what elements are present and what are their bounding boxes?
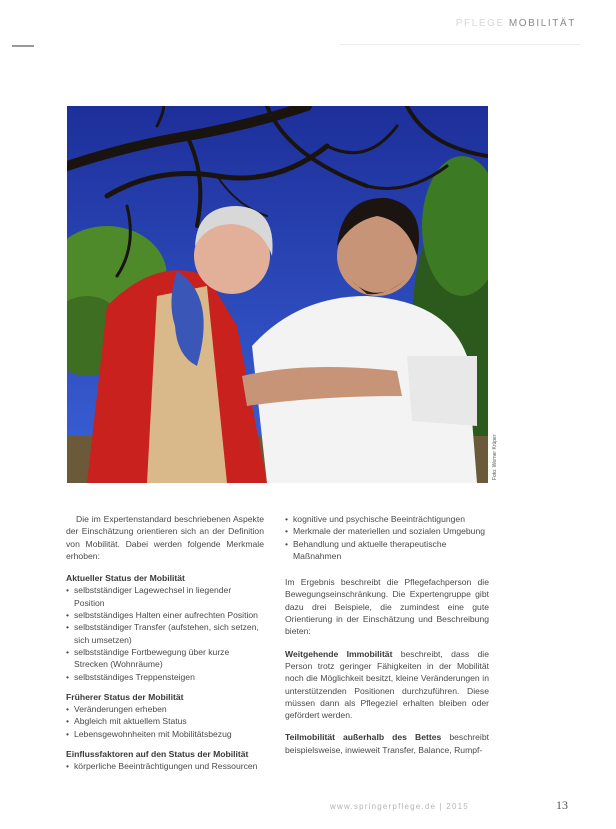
list-item: • kognitive und psychische Beeinträchtigungen xyxy=(285,513,489,525)
list-item: • selbstständiger Transfer (aufstehen, sich setzen, sich umsetzen) xyxy=(66,621,264,646)
footer-year: 2015 xyxy=(446,802,469,811)
heading-influencing-factors: Einflussfaktoren auf den Status der Mobilität xyxy=(66,749,249,760)
immobility-term: Weitgehende Immobilität xyxy=(285,648,393,659)
partial-mobility-text: beschreibt beispielsweise, inwieweit Transfer, Balance, Rumpf- xyxy=(285,732,490,755)
heading-current-status: Aktueller Status der Mobilität xyxy=(66,573,185,584)
heading-previous-status: Früherer Status der Mobilität xyxy=(66,691,184,702)
feature-photo xyxy=(67,106,488,483)
list-item: • selbstständiger Lagewechsel in liegender Position xyxy=(66,584,264,609)
section-label-strong: MOBILITÄT xyxy=(508,18,576,29)
list-item: • Behandlung und aktuelle therapeutische Maßnahmen xyxy=(285,538,489,563)
header-rule xyxy=(340,44,580,45)
list-item: • körperliche Beeinträchtigungen und Ressourcen xyxy=(66,760,264,772)
photo-elderly-woman-with-caregiver-icon xyxy=(67,106,488,483)
footer-url-line xyxy=(330,802,469,811)
immobility-paragraph xyxy=(285,648,489,722)
influencing-factors-list xyxy=(66,760,264,772)
list-item: • selbstständige Fortbewegung über kurze Strecken (Wohnräume) xyxy=(66,646,264,671)
list-item: • Abgleich mit aktuellem Status xyxy=(66,715,264,727)
previous-status-list xyxy=(66,703,264,740)
intro-paragraph: Die im Expertenstandard beschriebenen Aspekte der Einschätzung orientieren sich an der Definition von Mobilität. Dabei werden folgende Merkmale erhoben: xyxy=(66,514,264,561)
list-item: • selbstständiges Halten einer aufrechten Position xyxy=(66,609,264,621)
page-number: 13 xyxy=(556,798,568,812)
partial-mobility-term: Teilmobilität außerhalb des Bettes xyxy=(285,732,442,743)
section-label xyxy=(456,18,576,29)
footer-url[interactable]: www.springerpflege.de xyxy=(330,802,437,811)
current-status-list xyxy=(66,584,264,682)
list-item: • Merkmale der materiellen und sozialen Umgebung xyxy=(285,525,489,537)
footer-separator: | xyxy=(439,802,443,811)
influencing-factors-list-continued xyxy=(285,513,489,562)
list-item: • Lebensgewohnheiten mit Mobilitätsbezug xyxy=(66,728,264,740)
photo-credit xyxy=(492,430,504,480)
photo-credit-text: Foto: Werner Krüper xyxy=(492,434,498,480)
immobility-text: beschreibt, dass die Person trotz geringer Fähigkeiten in der Mobilität noch die Möglichkeit besitzt, kleine Veränderungen in unterstützenden Positionen durchzuführen. Diese müssen dann als Pflegeziel erhalten bleiben oder gefördert werden. xyxy=(285,648,489,721)
margin-mark xyxy=(12,45,34,47)
left-column xyxy=(66,513,264,781)
right-column xyxy=(285,513,489,766)
result-paragraph: Im Ergebnis beschreibt die Pflegefachperson die Bewegungseinschränkung. Die Expertengruppe gibt dazu drei Beispiele, die zumindest eine gute Orientierung in der Einschätzung und Beschreibung bieten: xyxy=(285,577,489,637)
list-item: • selbstständiges Treppensteigen xyxy=(66,671,264,683)
partial-mobility-paragraph xyxy=(285,731,489,756)
section-label-faint: PFLEGE xyxy=(455,18,505,29)
list-item: • Veränderungen erheben xyxy=(66,703,264,715)
